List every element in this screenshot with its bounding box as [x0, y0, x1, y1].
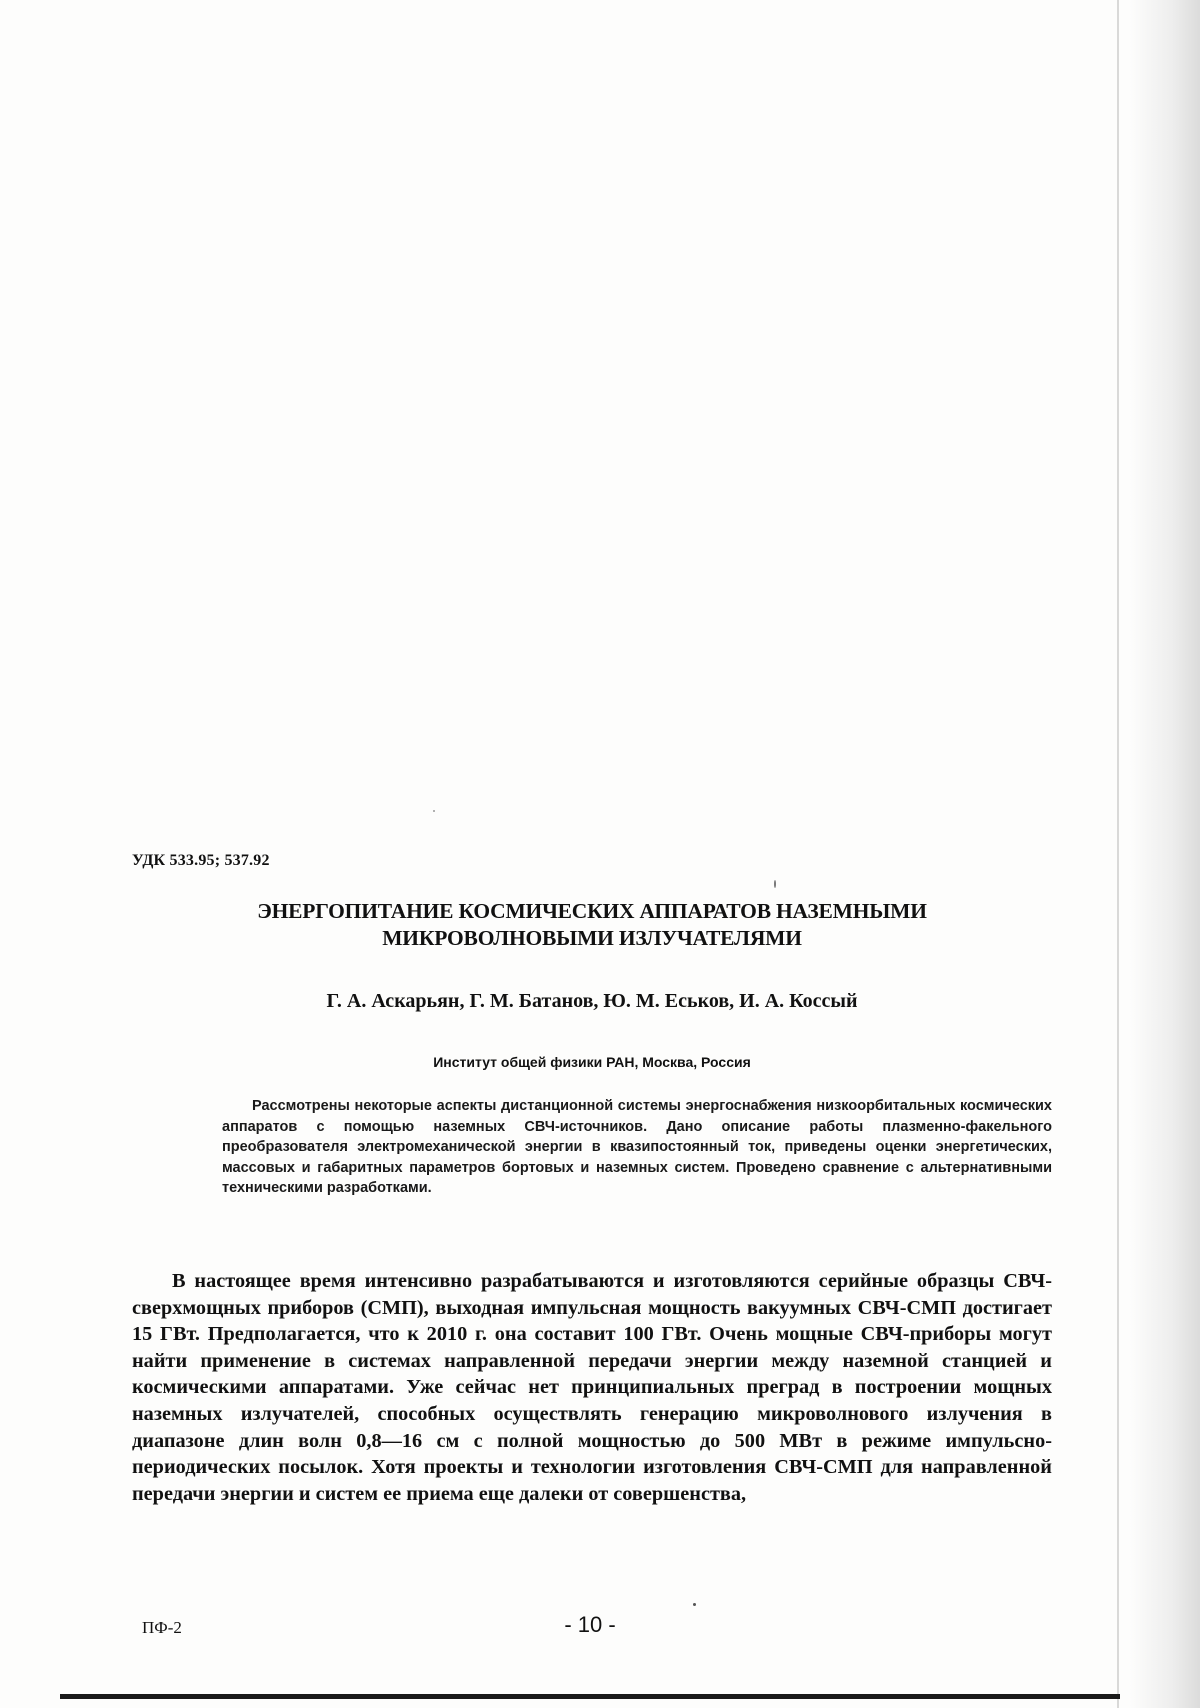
page-number: - 10 -: [564, 1612, 616, 1637]
scan-speck: [433, 810, 435, 812]
affiliation: Институт общей физики РАН, Москва, Россия: [433, 1054, 751, 1070]
scan-edge-shadow: [1130, 0, 1200, 1708]
footer-code: ПФ-2: [142, 1618, 182, 1637]
scan-speck: [774, 880, 776, 888]
abstract: Рассмотрены некоторые аспекты дистанционной системы энергоснабжения низкоорбитальных космических аппаратов с помощью наземных СВЧ-источников. Дано описание работы плазменно-факельного преобразователя электромеханической энергии в квазипостоянный ток, приведены оценки энергетических, массовых и габаритных параметров бортовых и наземных систем. Проведено сравнение с альтернативными техническими разработками.: [222, 1098, 1052, 1197]
body-paragraph: В настоящее время интенсивно разрабатываются и изготовляются серийные образцы СВЧ-сверхмощных приборов (СМП), выходная импульсная мощность вакуумных СВЧ-СМП достигает 15 ГВт. Предполагается, что к 2010 г. она составит 100 ГВт. Очень мощные СВЧ-приборы могут найти применение в системах направленной передачи энергии между наземной станцией и космическими аппаратами. Уже сейчас нет принципиальных преград в построении мощных наземных излучателей, способных осуществлять генерацию микроволнового излучения в диапазоне длин волн 0,8—16 см с полной мощностью до 500 МВт в режиме импульсно-периодических посылок. Хотя проекты и технологии изготовления СВЧ-СМП для направленной передачи энергии и систем ее приема еще далеки от совершенства,: [132, 1270, 1052, 1505]
udk-code: УДК 533.95; 537.92: [132, 852, 270, 869]
scan-speck: [693, 1603, 696, 1606]
scan-edge-line: [1117, 0, 1119, 1708]
paper-title-line-2: МИКРОВОЛНОВЫМИ ИЗЛУЧАТЕЛЯМИ: [382, 926, 802, 950]
paper-title: [132, 898, 1052, 952]
paper-title-line-1: ЭНЕРГОПИТАНИЕ КОСМИЧЕСКИХ АППАРАТОВ НАЗЕМНЫМИ: [257, 899, 927, 923]
authors: Г. А. Аскарьян, Г. М. Батанов, Ю. М. Еськов, И. А. Коссый: [326, 990, 858, 1012]
scan-bottom-edge: [60, 1694, 1120, 1699]
